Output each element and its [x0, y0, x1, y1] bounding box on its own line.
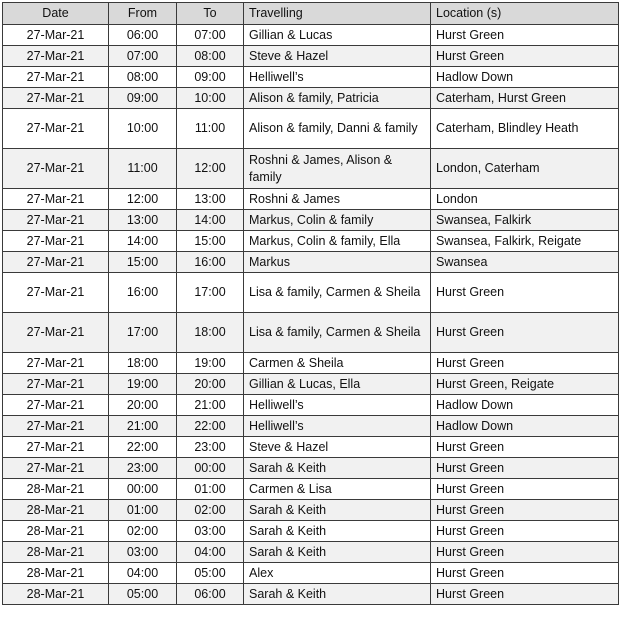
table-row [3, 584, 619, 605]
table-row [3, 395, 619, 416]
table-row [3, 46, 619, 67]
from-cell: 07:00 [109, 46, 177, 67]
travelling-cell: Alex [244, 563, 431, 584]
to-cell: 19:00 [177, 353, 244, 374]
date-cell: 27-Mar-21 [3, 109, 109, 149]
travelling-cell: Alison & family, Patricia [244, 88, 431, 109]
from-cell: 00:00 [109, 479, 177, 500]
location-cell: Caterham, Hurst Green [431, 88, 619, 109]
travelling-cell: Carmen & Sheila [244, 353, 431, 374]
to-cell: 21:00 [177, 395, 244, 416]
to-cell: 17:00 [177, 273, 244, 313]
location-cell: Swansea [431, 252, 619, 273]
travelling-cell: Helliwell’s [244, 395, 431, 416]
location-cell: Hurst Green [431, 563, 619, 584]
table-row [3, 231, 619, 252]
from-cell: 19:00 [109, 374, 177, 395]
header-date: Date [3, 3, 109, 25]
from-cell: 16:00 [109, 273, 177, 313]
table-row [3, 189, 619, 210]
table-row [3, 353, 619, 374]
header-to: To [177, 3, 244, 25]
from-cell: 12:00 [109, 189, 177, 210]
date-cell: 27-Mar-21 [3, 416, 109, 437]
location-cell: Hurst Green [431, 46, 619, 67]
to-cell: 12:00 [177, 149, 244, 189]
to-cell: 00:00 [177, 458, 244, 479]
date-cell: 27-Mar-21 [3, 437, 109, 458]
travelling-cell: Sarah & Keith [244, 458, 431, 479]
location-cell: Swansea, Falkirk, Reigate [431, 231, 619, 252]
date-cell: 27-Mar-21 [3, 273, 109, 313]
table-row [3, 88, 619, 109]
date-cell: 27-Mar-21 [3, 46, 109, 67]
travelling-cell: Gillian & Lucas [244, 25, 431, 46]
from-cell: 13:00 [109, 210, 177, 231]
to-cell: 07:00 [177, 25, 244, 46]
travelling-cell: Lisa & family, Carmen & Sheila [244, 273, 431, 313]
to-cell: 09:00 [177, 67, 244, 88]
from-cell: 02:00 [109, 521, 177, 542]
travelling-cell: Gillian & Lucas, Ella [244, 374, 431, 395]
location-cell: Hadlow Down [431, 395, 619, 416]
table-row [3, 149, 619, 189]
to-cell: 23:00 [177, 437, 244, 458]
travelling-cell: Helliwell’s [244, 416, 431, 437]
travelling-cell: Alison & family, Danni & family [244, 109, 431, 149]
to-cell: 02:00 [177, 500, 244, 521]
table-row [3, 542, 619, 563]
from-cell: 01:00 [109, 500, 177, 521]
date-cell: 28-Mar-21 [3, 500, 109, 521]
date-cell: 27-Mar-21 [3, 458, 109, 479]
table-row [3, 479, 619, 500]
table-row [3, 252, 619, 273]
to-cell: 05:00 [177, 563, 244, 584]
to-cell: 15:00 [177, 231, 244, 252]
from-cell: 22:00 [109, 437, 177, 458]
to-cell: 01:00 [177, 479, 244, 500]
to-cell: 18:00 [177, 313, 244, 353]
location-cell: Hurst Green [431, 542, 619, 563]
location-cell: Hurst Green [431, 353, 619, 374]
date-cell: 28-Mar-21 [3, 479, 109, 500]
to-cell: 22:00 [177, 416, 244, 437]
date-cell: 27-Mar-21 [3, 231, 109, 252]
location-cell: Hadlow Down [431, 67, 619, 88]
from-cell: 21:00 [109, 416, 177, 437]
from-cell: 04:00 [109, 563, 177, 584]
location-cell: London [431, 189, 619, 210]
from-cell: 06:00 [109, 25, 177, 46]
date-cell: 27-Mar-21 [3, 252, 109, 273]
travelling-cell: Sarah & Keith [244, 500, 431, 521]
travelling-cell: Carmen & Lisa [244, 479, 431, 500]
date-cell: 27-Mar-21 [3, 189, 109, 210]
from-cell: 09:00 [109, 88, 177, 109]
to-cell: 04:00 [177, 542, 244, 563]
date-cell: 27-Mar-21 [3, 353, 109, 374]
location-cell: Hurst Green [431, 25, 619, 46]
travelling-cell: Sarah & Keith [244, 542, 431, 563]
table-row [3, 563, 619, 584]
location-cell: Hurst Green [431, 458, 619, 479]
location-cell: London, Caterham [431, 149, 619, 189]
travelling-cell: Markus, Colin & family, Ella [244, 231, 431, 252]
table-row [3, 25, 619, 46]
table-row [3, 521, 619, 542]
travelling-cell: Markus, Colin & family [244, 210, 431, 231]
to-cell: 20:00 [177, 374, 244, 395]
date-cell: 27-Mar-21 [3, 395, 109, 416]
table-row [3, 313, 619, 353]
header-travelling: Travelling [244, 3, 431, 25]
date-cell: 28-Mar-21 [3, 521, 109, 542]
travelling-cell: Markus [244, 252, 431, 273]
date-cell: 27-Mar-21 [3, 313, 109, 353]
from-cell: 15:00 [109, 252, 177, 273]
travelling-cell: Steve & Hazel [244, 437, 431, 458]
from-cell: 18:00 [109, 353, 177, 374]
location-cell: Hurst Green, Reigate [431, 374, 619, 395]
travelling-cell: Sarah & Keith [244, 584, 431, 605]
table-body [3, 25, 619, 605]
to-cell: 03:00 [177, 521, 244, 542]
from-cell: 23:00 [109, 458, 177, 479]
table-row [3, 67, 619, 88]
to-cell: 11:00 [177, 109, 244, 149]
table-header [3, 3, 619, 25]
date-cell: 27-Mar-21 [3, 88, 109, 109]
location-cell: Hadlow Down [431, 416, 619, 437]
table-row [3, 273, 619, 313]
location-cell: Swansea, Falkirk [431, 210, 619, 231]
location-cell: Hurst Green [431, 273, 619, 313]
table-row [3, 500, 619, 521]
from-cell: 05:00 [109, 584, 177, 605]
from-cell: 08:00 [109, 67, 177, 88]
travelling-cell: Steve & Hazel [244, 46, 431, 67]
location-cell: Hurst Green [431, 479, 619, 500]
to-cell: 10:00 [177, 88, 244, 109]
date-cell: 27-Mar-21 [3, 25, 109, 46]
table-row [3, 416, 619, 437]
table-row [3, 458, 619, 479]
to-cell: 14:00 [177, 210, 244, 231]
from-cell: 10:00 [109, 109, 177, 149]
location-cell: Caterham, Blindley Heath [431, 109, 619, 149]
location-cell: Hurst Green [431, 437, 619, 458]
location-cell: Hurst Green [431, 584, 619, 605]
header-row [3, 3, 619, 25]
travelling-cell: Sarah & Keith [244, 521, 431, 542]
date-cell: 27-Mar-21 [3, 374, 109, 395]
travelling-cell: Helliwell’s [244, 67, 431, 88]
from-cell: 03:00 [109, 542, 177, 563]
table-row [3, 210, 619, 231]
travelling-cell: Roshni & James [244, 189, 431, 210]
travelling-cell: Lisa & family, Carmen & Sheila [244, 313, 431, 353]
date-cell: 28-Mar-21 [3, 563, 109, 584]
location-cell: Hurst Green [431, 313, 619, 353]
table-row [3, 109, 619, 149]
date-cell: 27-Mar-21 [3, 149, 109, 189]
location-cell: Hurst Green [431, 500, 619, 521]
to-cell: 16:00 [177, 252, 244, 273]
header-location: Location (s) [431, 3, 619, 25]
date-cell: 27-Mar-21 [3, 67, 109, 88]
table-row [3, 374, 619, 395]
date-cell: 27-Mar-21 [3, 210, 109, 231]
header-from: From [109, 3, 177, 25]
from-cell: 20:00 [109, 395, 177, 416]
to-cell: 08:00 [177, 46, 244, 67]
schedule-table [2, 2, 619, 605]
location-cell: Hurst Green [431, 521, 619, 542]
from-cell: 11:00 [109, 149, 177, 189]
table-row [3, 437, 619, 458]
from-cell: 14:00 [109, 231, 177, 252]
date-cell: 28-Mar-21 [3, 584, 109, 605]
date-cell: 28-Mar-21 [3, 542, 109, 563]
from-cell: 17:00 [109, 313, 177, 353]
travelling-cell: Roshni & James, Alison & family [244, 149, 431, 189]
to-cell: 06:00 [177, 584, 244, 605]
to-cell: 13:00 [177, 189, 244, 210]
